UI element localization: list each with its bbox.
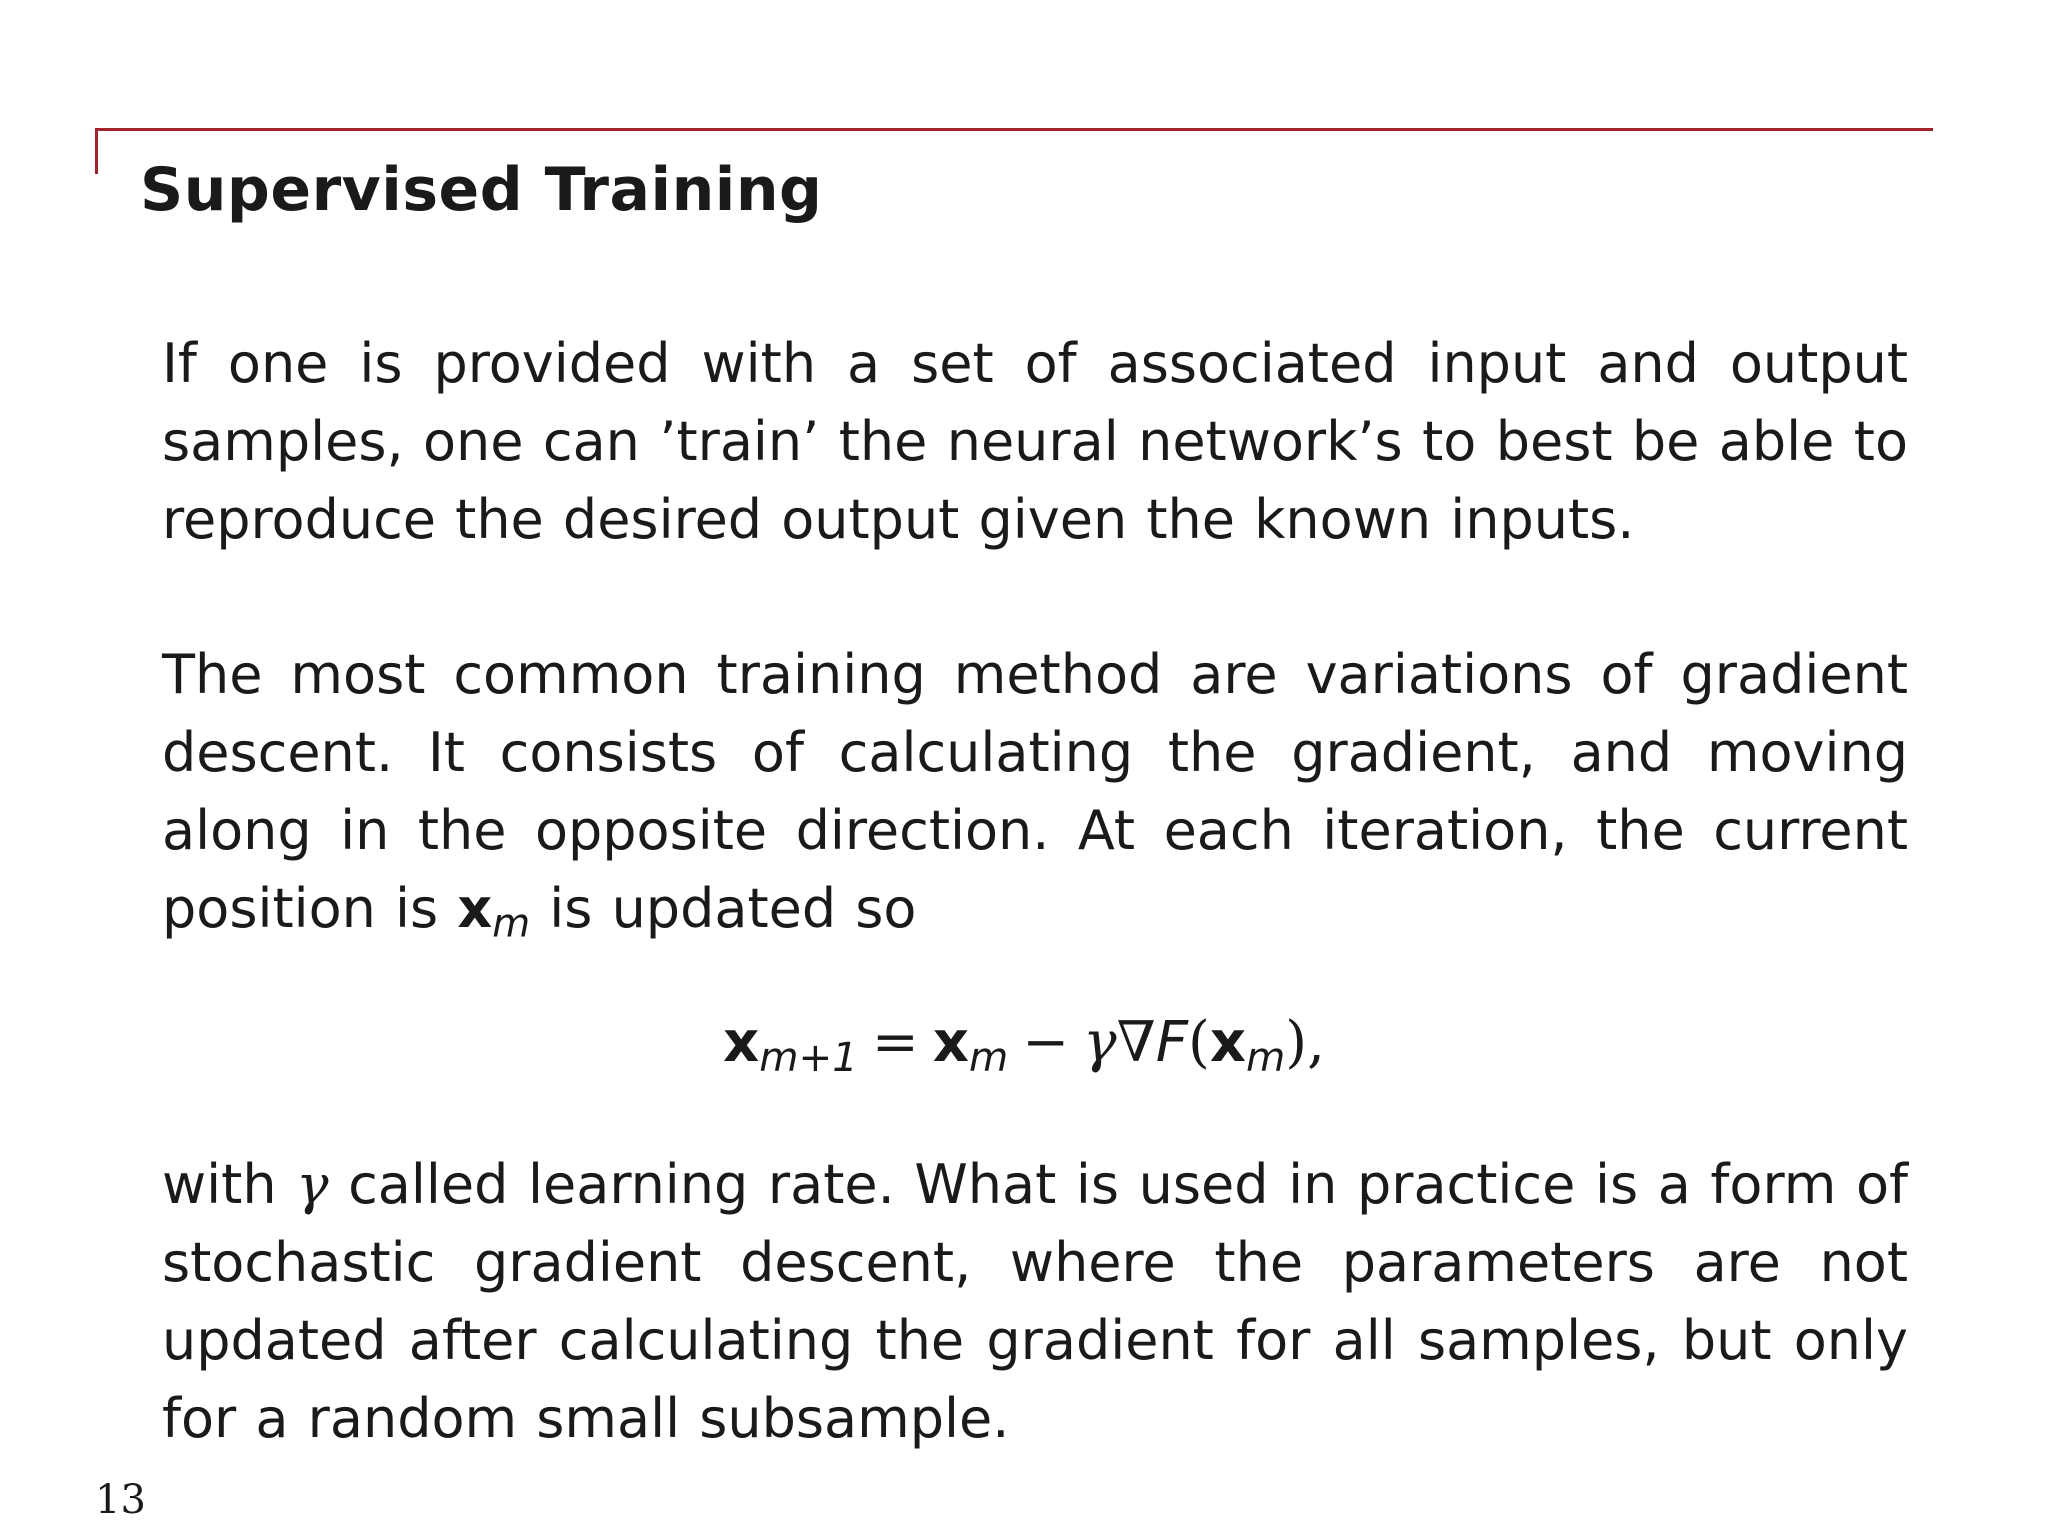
- paragraph-lr-lead: with: [162, 1153, 277, 1216]
- page-number: 13: [95, 1477, 146, 1523]
- math-gamma: γ: [296, 1153, 329, 1216]
- paragraph-gradient-text: The most common training method are variations of gradient descent. It consists of calculating the gradient, and moving along in the opposite direction. At each iteration, the current position is: [162, 643, 1908, 940]
- eq-rhs-sub: m: [968, 1034, 1009, 1082]
- paragraph-gradient-descent: [162, 636, 1908, 948]
- slide-title: Supervised Training: [140, 155, 823, 225]
- eq-open-paren: (: [1187, 1010, 1210, 1075]
- eq-minus: −: [1022, 1010, 1070, 1075]
- header-rule-top: [95, 128, 1933, 131]
- eq-arg-sub: m: [1245, 1034, 1286, 1082]
- header-rule-left: [95, 128, 98, 174]
- eq-func: F: [1155, 1010, 1188, 1075]
- eq-lhs-var: x: [723, 1010, 760, 1075]
- math-position-sub: m: [492, 901, 531, 947]
- eq-equals: =: [871, 1010, 919, 1075]
- update-equation: [0, 1010, 2048, 1082]
- math-position-var: x: [457, 877, 493, 940]
- paragraph-gradient-tail: is updated so: [549, 877, 917, 940]
- eq-rhs-var: x: [932, 1010, 969, 1075]
- paragraph-learning-rate: [162, 1146, 1908, 1458]
- eq-close-paren: ),: [1285, 1010, 1325, 1075]
- eq-nabla: ∇: [1116, 1010, 1156, 1075]
- eq-gamma: γ: [1083, 1010, 1117, 1075]
- eq-arg-var: x: [1209, 1010, 1246, 1075]
- paragraph-lr-text: called learning rate. What is used in practice is a form of stochastic gradient descent, where the parameters are not updated after calculating the gradient for all samples, but only for a random small subsample.: [162, 1153, 1908, 1450]
- paragraph-intro: If one is provided with a set of associated input and output samples, one can ’train’ the neural network’s to best be able to reproduce the desired output given the known inputs.: [162, 332, 1908, 551]
- eq-lhs-sub: m+1: [759, 1034, 858, 1082]
